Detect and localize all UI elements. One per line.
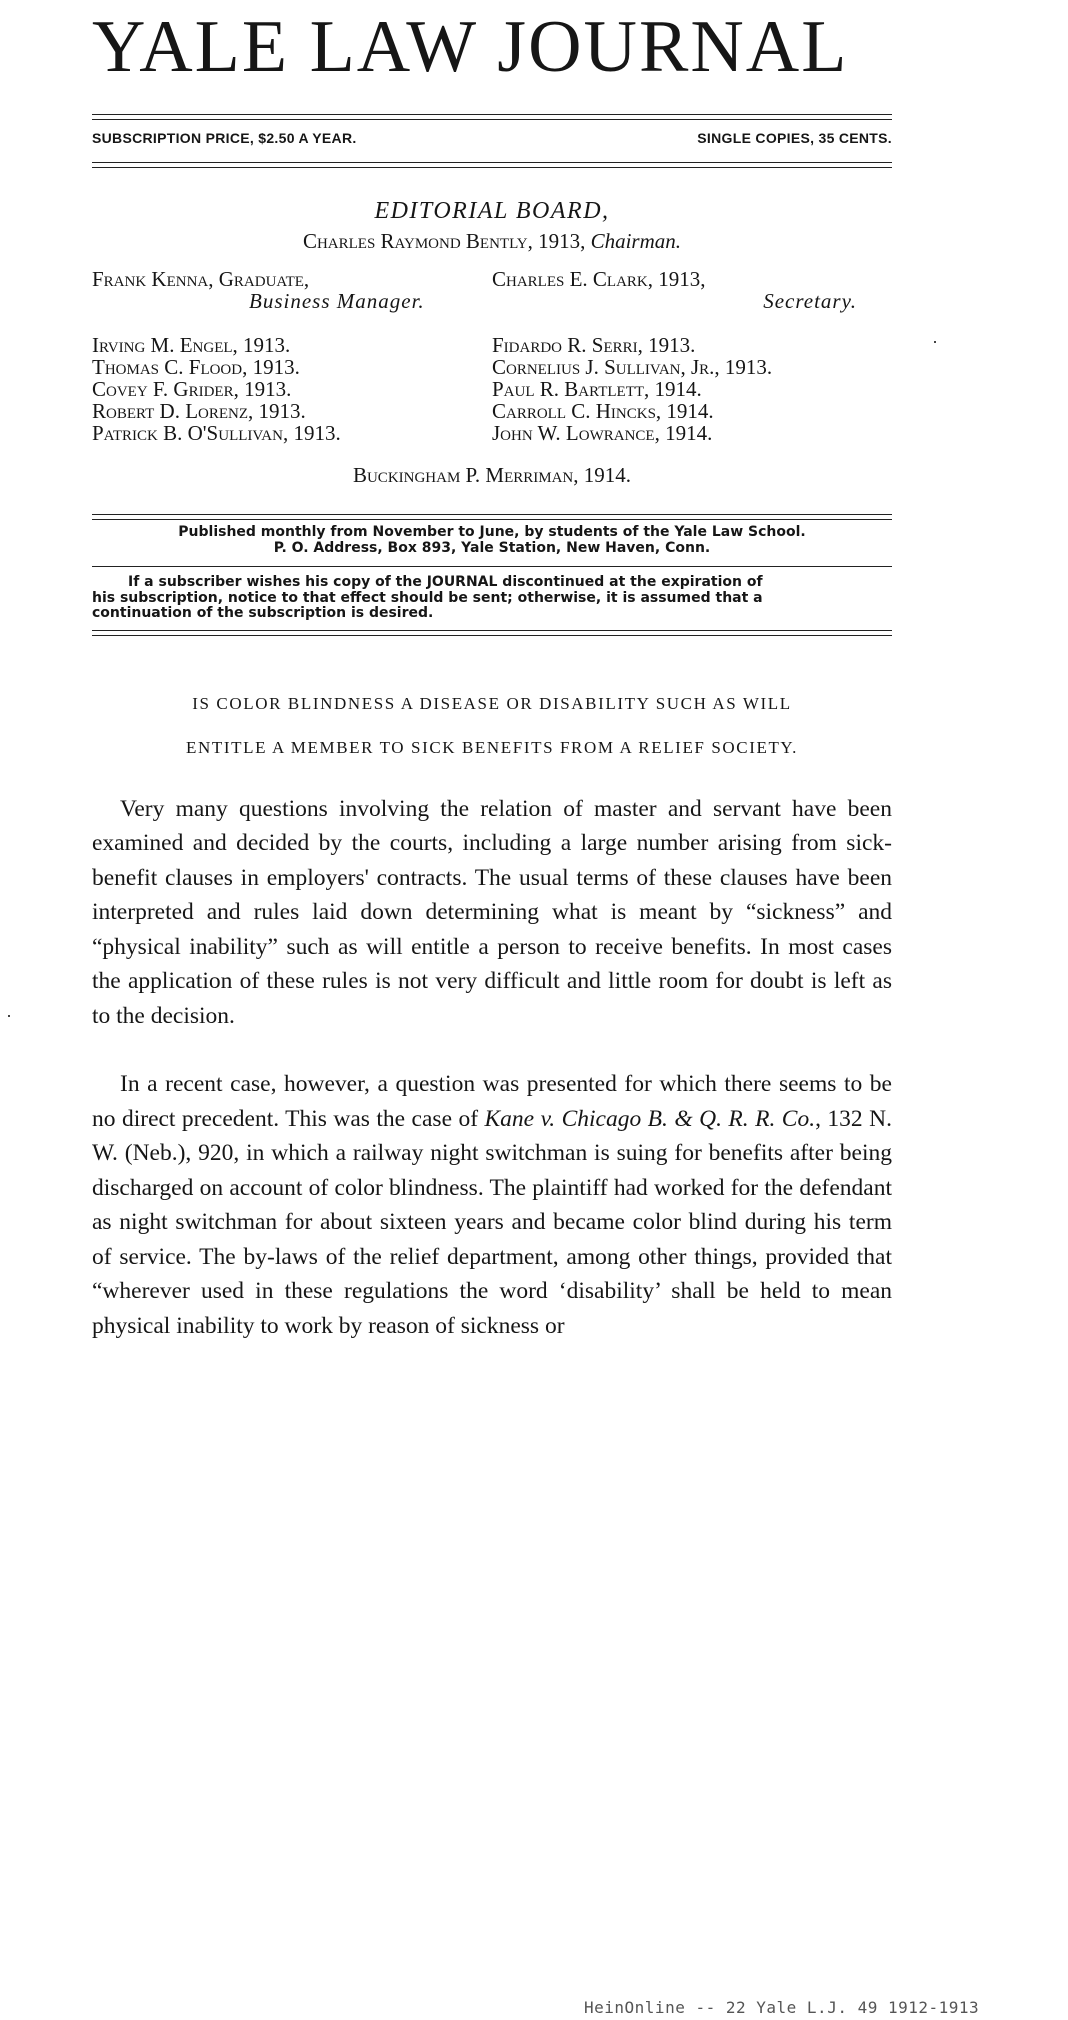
board-member: Irving M. Engel, 1913. — [92, 333, 291, 357]
secretary-role: Secretary. — [763, 289, 857, 313]
article-paragraph — [92, 1067, 892, 1343]
editorial-board-list — [92, 268, 892, 486]
article-body — [92, 792, 892, 1344]
journal-masthead: YALE LAW JOURNAL — [92, 6, 849, 88]
board-member: Fidardo R. Serri, 1913. — [492, 333, 696, 357]
article-paragraph: Very many questions involving the relation of master and servant have been examined and decided by the courts, including a large number arising from sick-benefit clauses in employers' contracts. The usual terms of these clauses have been interpreted and rules laid down determining what is meant by “sickness” and “physical inability” such as will entitle a person to receive benefits. In most cases the application of these rules is not very difficult and little room for doubt is left as to the decision. — [92, 795, 892, 1029]
paragraph-text: In a recent case, however, a question was presented for which there seems to be no direct precedent. This was the case of — [92, 1071, 892, 1132]
board-member: Robert D. Lorenz, 1913. — [92, 399, 306, 423]
subscriber-notice — [92, 567, 892, 630]
paragraph-text: , 132 N. W. (Neb.), 920, in which a railway night switchman is suing for benefits after being discharged on account of color blindness. The plaintiff had worked for the defendant as night switchman for about sixteen years and became color blind during his term of service. The by-laws of the relief department, among other things, provided that “wherever used in these regulations the word ‘disability’ shall be held to mean physical inability to work by reason of sickness or — [92, 1105, 892, 1339]
business-manager-role: Business Manager. — [249, 289, 425, 313]
board-member: Cornelius J. Sullivan, Jr., 1913. — [492, 355, 773, 379]
scan-speck — [934, 341, 936, 343]
page-citation-footer: HeinOnline -- 22 Yale L.J. 49 1912-1913 — [584, 1998, 980, 2017]
board-member: Paul R. Bartlett, 1914. — [492, 377, 702, 401]
board-left-column — [92, 268, 492, 444]
board-member: Covey F. Grider, 1913. — [92, 377, 292, 401]
business-manager-name: Frank Kenna, Graduate, — [92, 267, 310, 291]
case-name: Kane v. Chicago B. & Q. R. R. Co. — [484, 1105, 816, 1132]
board-member: John W. Lowrance, 1914. — [492, 421, 713, 445]
secretary-name: Charles E. Clark, 1913, — [492, 267, 706, 291]
article-title-line: IS COLOR BLINDNESS A DISEASE OR DISABILITY SUCH AS WILL — [192, 693, 792, 713]
address-line: P. O. Address, Box 893, Yale Station, New Haven, Conn. — [273, 539, 711, 556]
article-title — [92, 682, 892, 770]
chairman-name: Charles Raymond Bently, 1913, — [302, 229, 586, 253]
notice-line: If a subscriber wishes his copy of the JOURNAL discontinued at the expiration of — [128, 574, 763, 590]
editorial-board-heading: EDITORIAL BOARD, — [374, 198, 610, 224]
subscription-price: SUBSCRIPTION PRICE, $2.50 A YEAR. — [92, 130, 357, 146]
single-copy-price: SINGLE COPIES, 35 CENTS. — [697, 130, 892, 146]
subscription-row — [92, 120, 892, 162]
chairman-role: Chairman. — [590, 229, 682, 253]
journal-page — [92, 0, 892, 1343]
board-member: Patrick B. O'Sullivan, 1913. — [92, 421, 341, 445]
article-title-line: ENTITLE A MEMBER TO SICK BENEFITS FROM A RELIEF SOCIETY. — [186, 737, 798, 757]
notice-line: continuation of the subscription is desired. — [92, 605, 434, 621]
subscription-rule — [92, 162, 892, 168]
chairman-line — [92, 229, 892, 254]
notice-rule — [92, 630, 892, 636]
scan-speck — [8, 1015, 10, 1017]
notice-line: his subscription, notice to that effect should be sent; otherwise, it is assumed that a — [92, 589, 763, 606]
board-member: Carroll C. Hincks, 1914. — [492, 399, 714, 423]
board-member-last: Buckingham P. Merriman, 1914. — [352, 463, 632, 487]
publication-info — [92, 520, 892, 556]
board-member: Thomas C. Flood, 1913. — [92, 355, 300, 379]
publication-line: Published monthly from November to June, by students of the Yale Law School. — [178, 524, 806, 540]
board-right-column — [492, 268, 912, 444]
